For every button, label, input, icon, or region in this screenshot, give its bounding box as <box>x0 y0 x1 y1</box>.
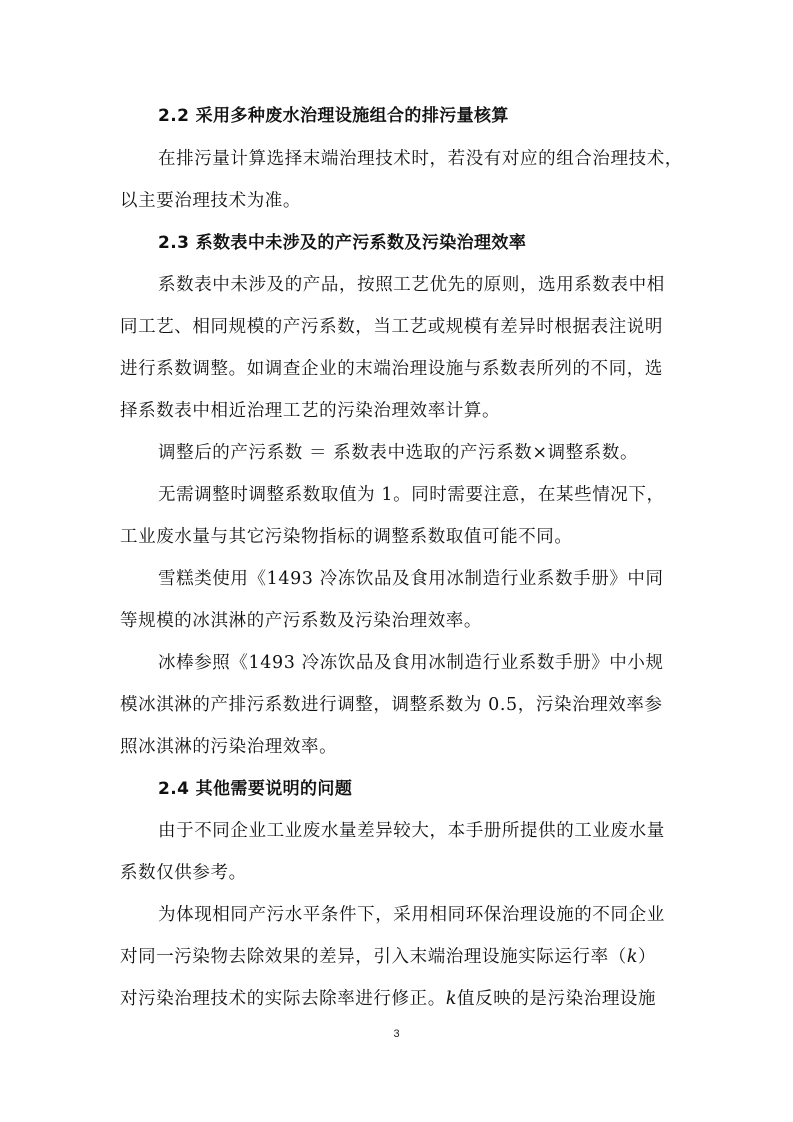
text-segment: ） <box>638 947 657 967</box>
paragraph-line: 雪糕类使用《1493 冷冻饮品及食用冰制造行业系数手册》中同 <box>158 569 664 589</box>
text-segment: 对同一污染物去除效果的差异，引入末端治理设施实际运行率（ <box>120 947 627 967</box>
paragraph-line: 系数仅供参考。 <box>120 863 247 883</box>
paragraph-line: 以主要治理技术为准。 <box>120 191 301 211</box>
paragraph-line <box>120 945 656 969</box>
paragraph-line: 冰棒参照《1493 冷冻饮品及食用冰制造行业系数手册》中小规 <box>158 653 664 673</box>
paragraph-line: 择系数表中相近治理工艺的污染治理效率计算。 <box>120 401 501 421</box>
paragraph-line <box>120 987 656 1011</box>
paragraph-line: 由于不同企业工业废水量差异较大，本手册所提供的工业废水量 <box>158 821 665 841</box>
paragraph-line: 无需调整时调整系数取值为 1。同时需要注意，在某些情况下， <box>158 485 665 505</box>
variable-k: k <box>445 989 458 1009</box>
paragraph-line: 工业废水量与其它污染物指标的调整系数取值可能不同。 <box>120 527 573 547</box>
text-segment: 值反映的是污染治理设施 <box>457 989 657 1009</box>
section-heading-2-2: 2.2 采用多种废水治理设施组合的排污量核算 <box>158 106 509 126</box>
formula-line: 调整后的产污系数 ＝ 系数表中选取的产污系数×调整系数。 <box>158 443 639 463</box>
paragraph-line: 同工艺、相同规模的产污系数，当工艺或规模有差异时根据表注说明 <box>120 317 663 337</box>
paragraph-line: 等规模的冰淇淋的产污系数及污染治理效率。 <box>120 611 482 631</box>
section-heading-2-4: 2.4 其他需要说明的问题 <box>158 779 353 799</box>
paragraph-line: 模冰淇淋的产排污系数进行调整，调整系数为 0.5，污染治理效率参 <box>120 695 663 715</box>
paragraph-line: 系数表中未涉及的产品，按照工艺优先的原则，选用系数表中相 <box>158 275 665 295</box>
text-segment: 对污染治理技术的实际去除率进行修正。 <box>120 989 446 1009</box>
paragraph-line: 进行系数调整。如调查企业的末端治理设施与系数表所列的不同，选 <box>120 359 663 379</box>
paragraph-line: 在排污量计算选择末端治理技术时，若没有对应的组合治理技术， <box>158 149 683 169</box>
page-number: 3 <box>393 1028 400 1040</box>
section-heading-2-3: 2.3 系数表中未涉及的产污系数及污染治理效率 <box>158 233 527 253</box>
paragraph-line: 照冰淇淋的污染治理效率。 <box>120 737 338 757</box>
paragraph-line: 为体现相同产污水平条件下，采用相同环保治理设施的不同企业 <box>158 905 665 925</box>
variable-k: k <box>626 947 639 967</box>
